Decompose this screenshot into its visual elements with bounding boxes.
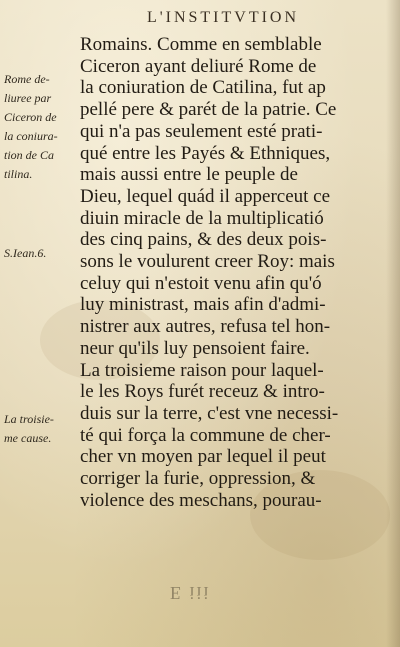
margin-note-line: la coniura-: [4, 129, 58, 143]
text-line: corriger la furie, oppression, &: [80, 468, 316, 490]
margin-note-troisieme-cause: [4, 410, 54, 448]
text-line: Ciceron ayant deliuré Rome de: [80, 55, 317, 77]
text-line: violence des meschans, pourau-: [80, 489, 322, 511]
margin-note-line: liuree par: [4, 91, 52, 105]
text-line: celuy qui n'estoit venu afin qu'ó: [80, 272, 322, 294]
running-header: L'INSTITVTION: [146, 9, 300, 26]
text-line: cher vn moyen par lequel il peut: [80, 446, 326, 468]
text-line: qui n'a pas seulement esté prati-: [80, 120, 323, 142]
margin-note-line: La troisie-: [4, 412, 54, 426]
text-line: nistrer aux autres, refusa tel hon-: [80, 316, 331, 338]
text-line: mais aussi entre le peuple de: [80, 164, 298, 186]
text-line: sons le voulurent creer Roy: mais: [80, 251, 335, 273]
margin-note-line: me cause.: [4, 431, 52, 445]
text-line: Dieu, lequel quád il apperceut ce: [80, 185, 331, 207]
margin-note-saint-jean: [4, 244, 46, 263]
text-line: té qui força la commune de cher-: [80, 424, 331, 446]
text-line: luy ministrast, mais afin d'admi-: [80, 294, 326, 316]
margin-note-rome: [4, 70, 58, 184]
text-line: qué entre les Payés & Ethniques,: [80, 142, 331, 164]
text-line: La troisieme raison pour laquel-: [80, 359, 324, 381]
margin-note-line: tilina.: [4, 167, 33, 181]
text-line: diuin miracle de la multiplicatió: [80, 207, 324, 229]
text-line: duis sur la terre, c'est vne necessi-: [80, 402, 339, 424]
text-line: le les Roys furét receuz & intro-: [80, 381, 325, 403]
text-line: des cinq pains, & des deux pois-: [80, 229, 327, 251]
text-line: Romains. Comme en semblable: [80, 34, 322, 55]
margin-note-line: Ciceron de: [4, 110, 57, 124]
page-edge-shadow: [386, 0, 400, 647]
text-line: la coniuration de Catilina, fut ap: [80, 77, 326, 99]
margin-note-line: Rome de-: [4, 72, 50, 86]
text-line: pellé pere & parét de la patrie. Ce: [80, 99, 337, 121]
margin-note-line: tion de Ca: [4, 148, 54, 162]
text-line: neur qu'ils luy pensoient faire.: [80, 337, 310, 359]
body-text: [80, 34, 370, 511]
signature-mark: E iii: [170, 583, 211, 603]
margin-note-line: S.Iean.6.: [4, 246, 47, 260]
